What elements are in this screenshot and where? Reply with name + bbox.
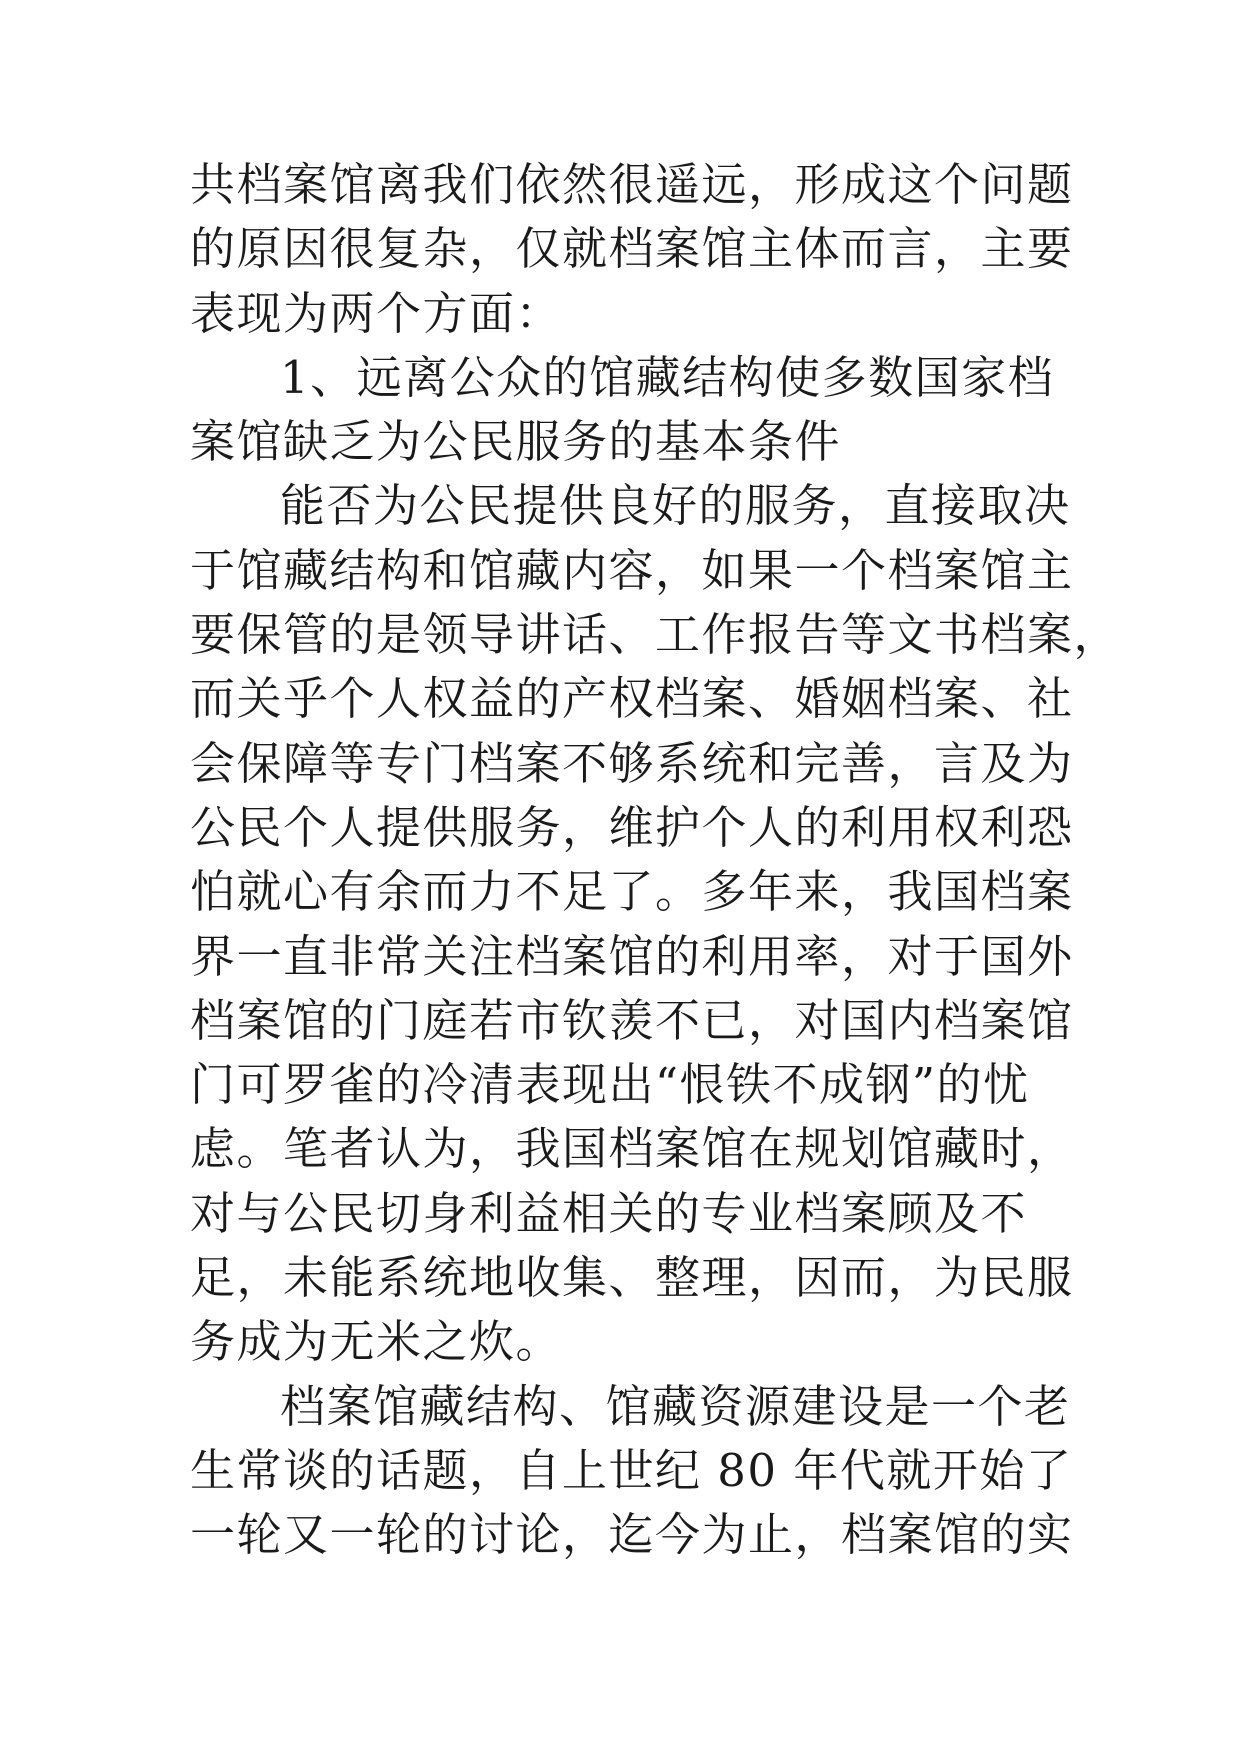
paragraph-start-line: 能否为公民提供良好的服务，直接取决 <box>280 479 1071 533</box>
text-line: 足，未能系统地收集、整理，因而，为民服 <box>190 1251 1074 1305</box>
text-line: 对与公民切身利益相关的专业档案顾及不 <box>190 1186 1028 1240</box>
text-line: 共档案馆离我们依然很遥远，形成这个问题 <box>190 158 1074 211</box>
body-text <box>190 153 1121 1568</box>
text-line: 于馆藏结构和馆藏内容，如果一个档案馆主 <box>190 543 1074 597</box>
text-line: 怕就心有余而力不足了。多年来，我国档案 <box>190 865 1074 919</box>
text-line: 档案馆的门庭若市钦羡不已，对国内档案馆 <box>190 993 1074 1047</box>
text-line: 表现为两个方面： <box>190 286 563 340</box>
paragraph-start-line: 档案馆藏结构、馆藏资源建设是一个老 <box>280 1379 1071 1433</box>
text-line: 生常谈的话题，自上世纪 80 年代就开始了 <box>190 1443 1073 1497</box>
text-line: 会保障等专门档案不够系统和完善，言及为 <box>190 736 1074 790</box>
text-line: 门可罗雀的冷清表现出“恨铁不成钢”的忧 <box>190 1058 1030 1112</box>
text-line: 务成为无米之炊。 <box>190 1315 563 1369</box>
text-line: 公民个人提供服务，维护个人的利用权利恐 <box>190 800 1074 854</box>
text-line: 虑。笔者认为，我国档案馆在规划馆藏时， <box>190 1122 1074 1176</box>
text-line: 一轮又一轮的讨论，迄今为止，档案馆的实 <box>190 1508 1074 1562</box>
text-line: 的原因很复杂，仅就档案馆主体而言，主要 <box>190 222 1074 276</box>
text-line: 而关乎个人权益的产权档案、婚姻档案、社 <box>190 672 1074 726</box>
text-line: 要保管的是领导讲话、工作报告等文书档案， <box>190 608 1121 662</box>
section-heading-line: 1、远离公众的馆藏结构使多数国家档 <box>280 350 1055 404</box>
section-heading-line: 案馆缺乏为公民服务的基本条件 <box>190 415 842 469</box>
text-line: 界一直非常关注档案馆的利用率，对于国外 <box>190 929 1074 983</box>
